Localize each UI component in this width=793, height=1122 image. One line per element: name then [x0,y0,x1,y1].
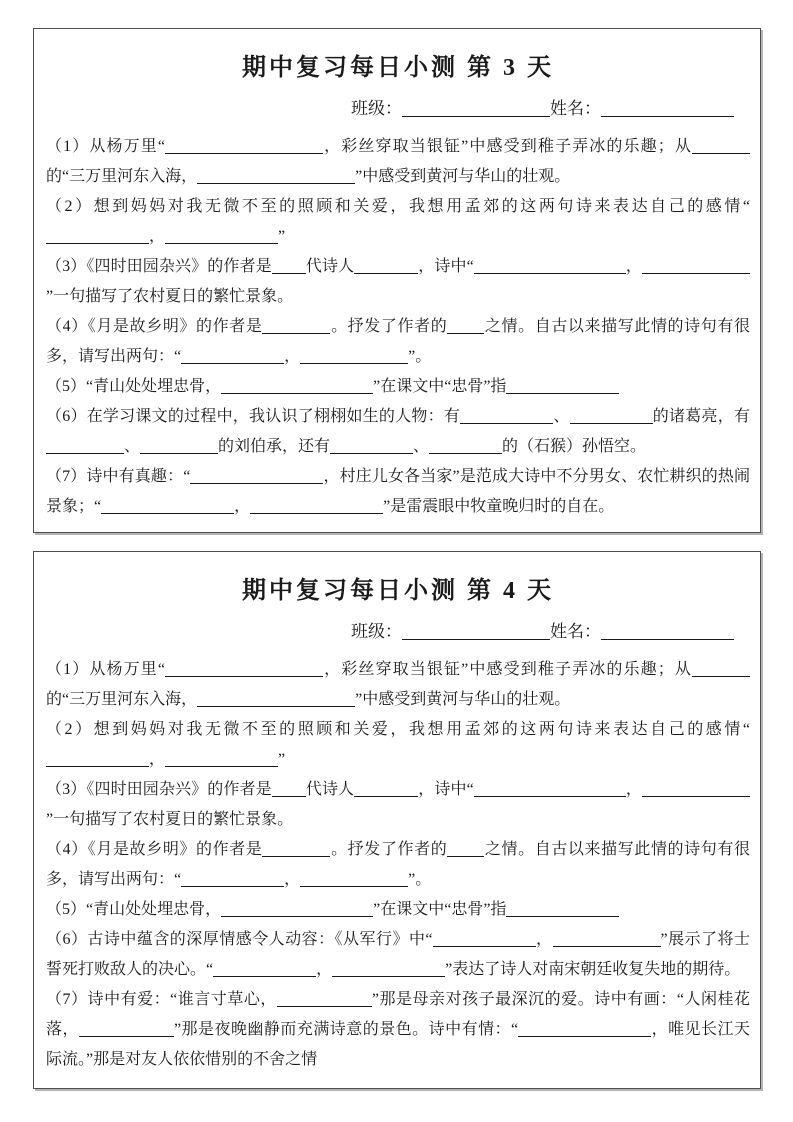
answer-blank [46,229,149,244]
answer-blank [262,842,330,857]
answer-blank [165,662,323,677]
question-text-segment: （1）从杨万里“ [46,661,165,678]
answer-blank [190,469,323,484]
question-text-segment: （4）《月是故乡明》的作者是 [46,841,263,858]
answer-blank [433,932,536,947]
answer-blank [250,499,383,514]
worksheet-card-day-4 [33,551,761,1089]
class-label: 班级： [351,99,402,118]
question-4 [46,312,750,372]
answer-blank [692,662,750,677]
answer-blank [165,139,323,154]
question-1 [46,132,750,192]
answer-blank [197,692,355,707]
question-text-segment: （4）《月是故乡明》的作者是 [46,318,263,335]
class-label: 班级： [351,622,402,641]
answer-blank [181,872,284,887]
student-info-row-day-4 [351,619,750,645]
question-text-segment: ， [149,751,166,768]
question-text-segment: ”在课文中“忠骨”指 [373,378,507,395]
question-text-segment: ，彩丝穿取当银钲”中感受到稚子弄冰的乐趣；从 [322,661,692,678]
question-text-segment: ， [535,931,553,948]
answer-blank [46,752,149,767]
question-text-segment: （7）诗中有真趣：“ [46,468,191,485]
question-text-segment: 的“三万里河东入海， [46,691,198,708]
answer-blank [506,902,619,917]
worksheet-card-day-3 [33,28,761,533]
answer-blank [429,439,502,454]
answer-blank [474,259,626,274]
answer-blank [181,349,284,364]
worksheet-title-day-4: 期中复习每日小测 第 4 天 [242,578,554,604]
class-answer-blank [402,102,550,117]
answer-blank [447,319,484,334]
question-text-segment: （2）想到妈妈对我无微不至的照顾和关爱，我想用孟郊的这两句诗来表达自己的感情“ [46,721,750,738]
question-text-segment: （1）从杨万里“ [46,138,165,155]
question-text-segment: 、 [553,408,570,425]
question-text-segment: ， [234,498,251,515]
question-text-segment: ， [316,961,333,978]
answer-blank [101,499,234,514]
answer-blank [277,992,372,1007]
answer-blank [262,319,330,334]
question-text-segment: ，彩丝穿取当银钲”中感受到稚子弄冰的乐趣；从 [322,138,692,155]
question-text-segment: ，唯见长江天际流。”那是对友人依依惜别的不舍之情 [46,1021,750,1068]
question-text-segment: 、 [124,438,141,455]
question-text-segment: ”表达了诗人对南宋朝廷收复失地的期待。 [445,961,741,978]
question-text-segment: 之情。自古以来描写此情的诗句有很多，请写出两句：“ [46,841,750,888]
answer-blank [330,439,413,454]
question-text-segment: ， [625,781,642,798]
name-answer-blank [601,102,734,117]
question-text-segment: ”。 [408,348,432,365]
question-text-segment: （6）古诗中蕴含的深厚情感令人动容：《从军行》中“ [46,931,433,948]
question-7 [46,462,750,522]
answer-blank [79,1022,174,1037]
answer-blank [506,379,619,394]
question-text-segment: 、 [413,438,430,455]
question-text-segment: ”一句描写了农村夏日的繁忙景象。 [46,288,294,305]
question-text-segment: ， [149,228,166,245]
answer-blank [272,782,306,797]
question-2 [46,192,750,252]
question-3 [46,775,750,835]
answer-blank [300,872,408,887]
answer-blank [140,439,218,454]
question-5 [46,372,750,402]
question-6 [46,402,750,462]
answer-blank [518,1022,651,1037]
answer-blank [474,782,626,797]
answer-blank [300,349,408,364]
question-text-segment: ，诗中“ [418,258,474,275]
question-text-segment: （3）《四时田园杂兴》的作者是 [46,781,272,798]
answer-blank [447,842,484,857]
answer-blank [332,962,445,977]
question-text-segment: ”。 [408,871,432,888]
question-text-segment: （5）“青山处处埋忠骨， [46,378,222,395]
question-text-segment: ”中感受到黄河与华山的壮观。 [355,168,571,185]
answer-blank [165,229,278,244]
question-text-segment: 的刘伯承，还有 [218,438,331,455]
question-1 [46,655,750,715]
answer-blank [197,169,355,184]
question-text-segment: （3）《四时田园杂兴》的作者是 [46,258,272,275]
name-answer-blank [601,625,734,640]
question-text-segment: 的“三万里河东入海， [46,168,198,185]
answer-blank [354,259,418,274]
question-text-segment: 。抒发了作者的 [330,318,448,335]
question-text-segment: 之情。自古以来描写此情的诗句有很多，请写出两句：“ [46,318,750,365]
question-text-segment: ”那是夜晚幽静而充满诗意的景色。诗中有情：“ [173,1021,519,1038]
answer-blank [570,409,653,424]
answer-blank [642,259,750,274]
name-label: 姓名： [550,99,601,118]
question-text-segment: ” [278,228,286,245]
question-text-segment: ， [284,871,301,888]
answer-blank [46,439,124,454]
answer-blank [553,932,661,947]
answer-blank [642,782,750,797]
answer-blank [354,782,418,797]
questions-list-day-4 [46,655,750,1075]
class-answer-blank [402,625,550,640]
answer-blank [165,752,278,767]
answer-blank [460,409,553,424]
question-text-segment: ”一句描写了农村夏日的繁忙景象。 [46,811,294,828]
question-text-segment: ， [625,258,642,275]
question-text-segment: ”是雷震眼中牧童晚归时的自在。 [383,498,615,515]
question-text-segment: ， [284,348,301,365]
question-text-segment: 。抒发了作者的 [330,841,448,858]
answer-blank [213,962,316,977]
name-label: 姓名： [550,622,601,641]
question-text-segment: （7）诗中有爱：“谁言寸草心， [46,991,277,1008]
question-text-segment: （5）“青山处处埋忠骨， [46,901,222,918]
question-2 [46,715,750,775]
answer-blank [272,259,306,274]
question-text-segment: ，诗中“ [418,781,474,798]
question-text-segment: ”在课文中“忠骨”指 [373,901,507,918]
question-text-segment: 代诗人 [305,258,355,275]
question-text-segment: ”展示了将士誓死打败敌人的决心。“ [46,931,750,978]
questions-list-day-3 [46,132,750,522]
question-text-segment: 代诗人 [305,781,355,798]
answer-blank [692,139,750,154]
worksheet-title-day-3: 期中复习每日小测 第 3 天 [242,55,554,81]
question-text-segment: （2）想到妈妈对我无微不至的照顾和关爱，我想用孟郊的这两句诗来表达自己的感情“ [46,198,750,215]
answer-blank [221,379,373,394]
question-6 [46,925,750,985]
question-4 [46,835,750,895]
student-info-row-day-3 [351,96,750,122]
question-text-segment: （6）在学习课文的过程中，我认识了栩栩如生的人物：有 [46,408,461,425]
question-3 [46,252,750,312]
question-7 [46,985,750,1075]
question-text-segment: ” [278,751,286,768]
question-text-segment: 的（石猴）孙悟空。 [502,438,647,455]
question-5 [46,895,750,925]
question-text-segment: ，村庄儿女各当家”是范成大诗中不分男女、农忙耕织的热闹景象；“ [46,468,751,515]
question-text-segment: ”那是母亲对孩子最深沉的爱。诗中有画：“人闲桂花落， [46,991,750,1038]
question-text-segment: ”中感受到黄河与华山的壮观。 [355,691,571,708]
answer-blank [221,902,373,917]
question-text-segment: 的诸葛亮，有 [652,408,750,425]
